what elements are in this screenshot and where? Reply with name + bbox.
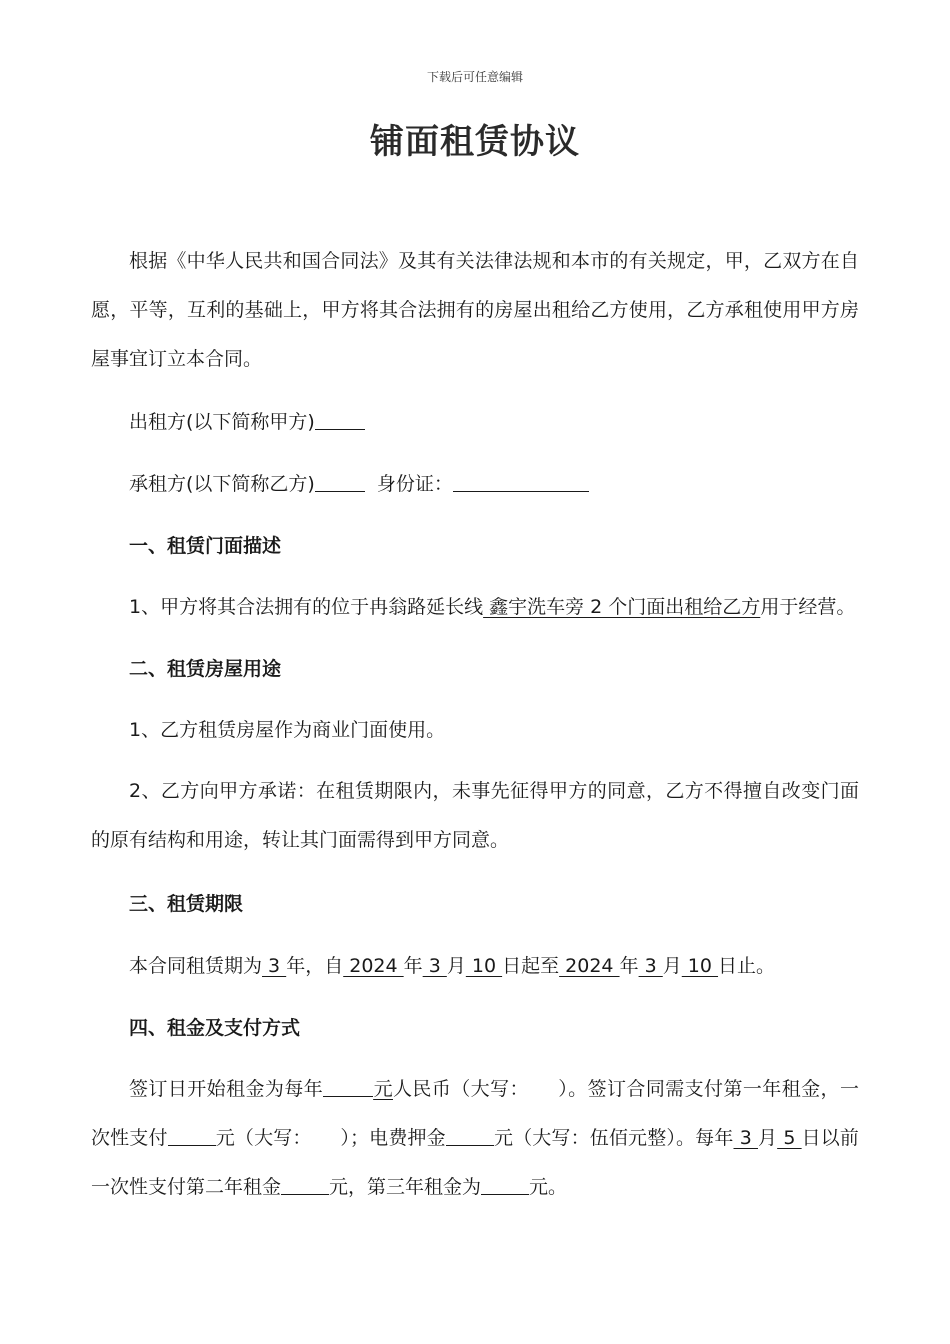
payment-month: 3 bbox=[733, 1127, 758, 1149]
shop-location: 鑫宇洗车旁 2 个门面出租给乙方 bbox=[483, 596, 761, 618]
lessor-line bbox=[129, 409, 365, 435]
term-text: 年 bbox=[403, 955, 423, 977]
rent-text: 元，第三年租金为 bbox=[329, 1176, 482, 1198]
third-year-rent-blank[interactable] bbox=[481, 1176, 529, 1195]
term-text: 日起至 bbox=[502, 955, 560, 977]
rent-payment-paragraph bbox=[91, 1065, 859, 1212]
term-text: 本合同租赁期为 bbox=[129, 955, 263, 977]
lessee-blank[interactable] bbox=[315, 473, 365, 492]
term-text: 月 bbox=[446, 955, 466, 977]
item1-suffix: 用于经营。 bbox=[760, 596, 856, 618]
lessor-label: 出租方(以下简称甲方) bbox=[129, 411, 315, 433]
rent-text: 元（大写：伍佰元整）。每年 bbox=[493, 1127, 734, 1149]
end-year: 2024 bbox=[559, 955, 620, 977]
start-year: 2024 bbox=[343, 955, 404, 977]
lease-term-line bbox=[129, 953, 775, 979]
end-month: 3 bbox=[638, 955, 663, 977]
annual-rent-blank[interactable] bbox=[323, 1078, 373, 1097]
term-years: 3 bbox=[262, 955, 287, 977]
term-text: 年 bbox=[619, 955, 639, 977]
payment-day: 5 bbox=[777, 1127, 802, 1149]
term-text: 月 bbox=[662, 955, 682, 977]
start-month: 3 bbox=[422, 955, 447, 977]
rent-text: 元。 bbox=[529, 1176, 568, 1198]
section2-item1: 1、乙方租赁房屋作为商业门面使用。 bbox=[129, 719, 446, 741]
lessor-blank[interactable] bbox=[315, 411, 365, 430]
section3-heading: 三、租赁期限 bbox=[129, 893, 244, 915]
start-day: 10 bbox=[465, 955, 503, 977]
second-year-rent-blank[interactable] bbox=[281, 1176, 329, 1195]
section4-heading: 四、租金及支付方式 bbox=[129, 1017, 301, 1039]
term-text: 日止。 bbox=[718, 955, 776, 977]
item1-prefix: 1、甲方将其合法拥有的位于冉翁路延长线 bbox=[129, 596, 484, 618]
section1-item1 bbox=[129, 594, 855, 620]
section1-heading: 一、租赁门面描述 bbox=[129, 535, 282, 557]
rent-unit: 元 bbox=[373, 1078, 393, 1100]
watermark-text: 下载后可任意编辑 bbox=[426, 70, 523, 84]
term-text: 年，自 bbox=[286, 955, 344, 977]
document-title: 铺面租赁协议 bbox=[370, 122, 580, 162]
id-blank[interactable] bbox=[453, 473, 589, 492]
end-day: 10 bbox=[681, 955, 719, 977]
id-label: 身份证： bbox=[376, 473, 453, 495]
lessee-label: 承租方(以下简称乙方) bbox=[129, 473, 315, 495]
electricity-deposit-blank[interactable] bbox=[446, 1127, 494, 1146]
first-year-payment-blank[interactable] bbox=[168, 1127, 216, 1146]
rent-text: 元（大写： ）；电费押金 bbox=[215, 1127, 446, 1149]
intro-paragraph: 根据《中华人民共和国合同法》及其有关法律法规和本市的有关规定，甲，乙双方在自愿，平等，互利的基础上，甲方将其合法拥有的房屋出租给乙方使用，乙方承租使用甲方房屋事宜订立本合同。 bbox=[91, 250, 859, 370]
section2-item2: 2、乙方向甲方承诺：在租赁期限内，未事先征得甲方的同意，乙方不得擅自改变门面的原有结构和用途，转让其门面需得到甲方同意。 bbox=[91, 780, 859, 851]
rent-text: 签订日开始租金为每年 bbox=[129, 1078, 324, 1100]
rent-text: 月 bbox=[757, 1127, 778, 1149]
rent-text: 日以前一次性支付第二年租金 bbox=[91, 1127, 859, 1198]
section2-heading: 二、租赁房屋用途 bbox=[129, 658, 282, 680]
lessee-line bbox=[129, 471, 589, 497]
rent-text: 人民币（大写： ）。签订合同需支付第一年租金，一次性支付 bbox=[91, 1078, 859, 1149]
